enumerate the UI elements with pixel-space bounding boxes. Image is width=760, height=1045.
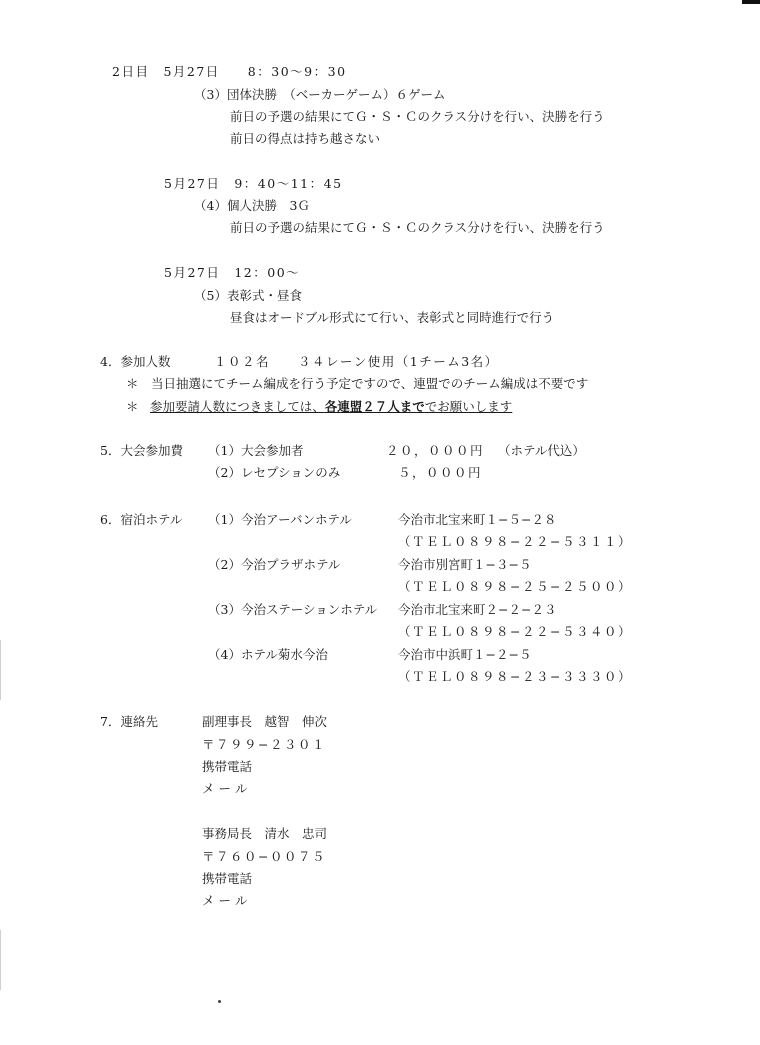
hotel-tel: （ＴＥＬ０８９８−２５−２５００） — [398, 579, 632, 594]
contact-postal: 〒７９９−２３０１ — [202, 737, 326, 752]
item5-description: 昼食はオードブル形式にて行い、表彰式と同時進行で行う — [230, 310, 555, 325]
hotel-tel: （ＴＥＬ０８９８−２３−３３３０） — [398, 669, 632, 684]
hotel-tel: （ＴＥＬ０８９８−２２−５３４０） — [398, 624, 632, 639]
hotel-name: （4）ホテル菊水今治 — [208, 647, 328, 662]
contact-mail-label: メ ー ル — [202, 781, 248, 796]
note-bold-text: 各連盟２７人まで — [324, 399, 425, 414]
day2-schedule-line: 2日目 5月27日 8：30〜9：30 — [112, 64, 347, 79]
note-text: 参加要請人数につきましては、 — [150, 399, 325, 414]
contact-title: 事務局長 清水 忠司 — [202, 826, 328, 841]
hotel-name: （2）今治プラザホテル — [208, 557, 341, 572]
fee-note: （ホテル代込） — [498, 443, 585, 458]
section5-label: 5．大会参加費 — [100, 443, 183, 458]
contact-phone-label: 携帯電話 — [202, 759, 253, 774]
item4-title: （4）個人決勝 3Ｇ — [194, 198, 310, 213]
item4-description: 前日の予選の結果にてＧ・Ｓ・Ｃのクラス分けを行い、決勝を行う — [230, 220, 605, 235]
fee-amount: ２０，０００円 — [386, 443, 485, 458]
note-text: でお願いします — [424, 399, 513, 414]
contact-phone-label: 携帯電話 — [202, 871, 253, 886]
scan-corner-mark — [742, 0, 760, 4]
hotel-name: （3）今治ステーションホテル — [208, 602, 378, 617]
contact-mail-label: メ ー ル — [202, 893, 248, 908]
section6-label: 6．宿泊ホテル — [100, 512, 183, 527]
item5-title: （5）表彰式・昼食 — [194, 288, 302, 303]
day2-schedule-line: 5月27日 9：40〜11：45 — [164, 176, 343, 191]
section4-note-emphasis — [150, 399, 512, 415]
scan-speck — [218, 1000, 221, 1003]
participant-count: １０２名 ３４レーン使用（1チーム3名） — [214, 354, 499, 369]
section4-note: ＊ 当日抽選にてチーム編成を行う予定ですので、連盟でのチーム編成は不要です — [126, 376, 589, 391]
hotel-tel: （ＴＥＬ０８９８−２２−５３１１） — [398, 534, 632, 549]
fee-item: （1）大会参加者 — [208, 443, 304, 458]
hotel-address: 今治市北宝来町１−５−２８ — [398, 512, 557, 527]
item3-description: 前日の予選の結果にてＧ・Ｓ・Ｃのクラス分けを行い、決勝を行う — [230, 109, 605, 124]
hotel-name: （1）今治アーバンホテル — [208, 512, 352, 527]
item3-title: （3）団体決勝 （ベーカーゲーム）６ゲーム — [194, 87, 446, 102]
hotel-address: 今治市別宮町１−３−５ — [398, 557, 532, 572]
hotel-address: 今治市北宝来町２−２−２３ — [398, 602, 557, 617]
scan-edge-mark — [0, 930, 1, 990]
fee-amount: ５，０００円 — [398, 465, 483, 480]
day2-schedule-line: 5月27日 12：00〜 — [164, 265, 301, 280]
contact-title: 副理事長 越智 伸次 — [202, 714, 328, 729]
hotel-address: 今治市中浜町１−２−５ — [398, 647, 532, 662]
item3-description: 前日の得点は持ち越さない — [230, 131, 381, 146]
section4-note-star: ＊ — [126, 399, 139, 414]
section4-label: 4．参加人数 — [100, 354, 171, 369]
contact-postal: 〒７６０−００７５ — [202, 849, 326, 864]
scan-edge-mark — [0, 640, 1, 700]
section7-label: 7．連絡先 — [100, 714, 158, 729]
fee-item: （2）レセプションのみ — [208, 465, 341, 480]
